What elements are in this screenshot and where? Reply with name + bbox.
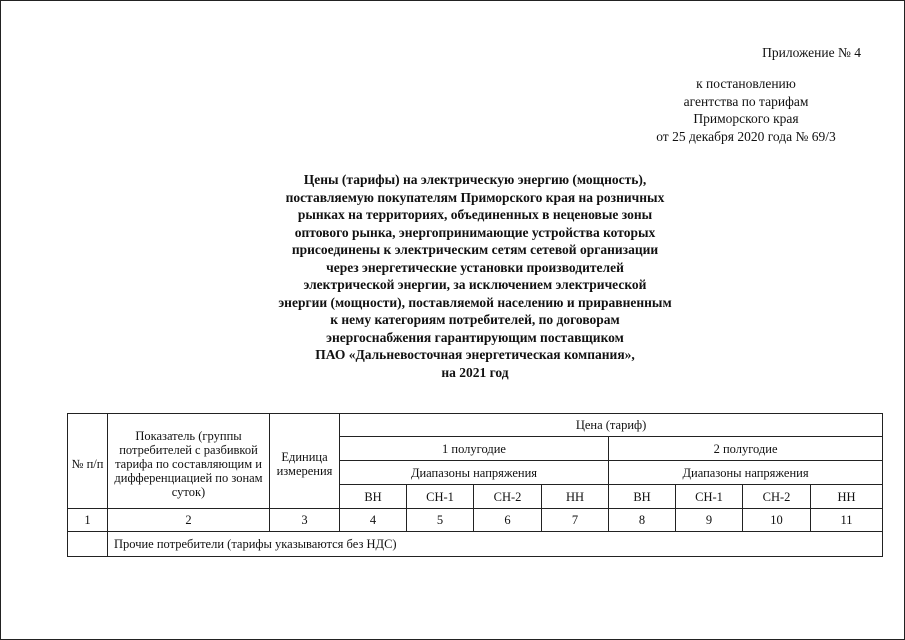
appendix-ref-line: к постановлению xyxy=(696,76,796,91)
column-number-cell: 1 xyxy=(68,509,108,532)
title-line: электрической энергии, за исключением электрической xyxy=(303,277,647,292)
header-half1: 1 полугодие xyxy=(340,437,609,461)
appendix-block xyxy=(561,44,861,144)
voltage-level-cell: СН-2 xyxy=(743,485,811,509)
title-line: оптового рынка, энергопринимающие устройства которых xyxy=(294,224,656,240)
header-no: № п/п xyxy=(68,414,108,509)
voltage-level-cell: НН xyxy=(542,485,609,509)
title-line: энергии (мощности), поставляемой населению и приравненным xyxy=(278,294,672,310)
voltage-level-cell: ВН xyxy=(340,485,407,509)
title-line: поставляемую покупателям Приморского края на розничных xyxy=(285,189,665,205)
column-number-cell: 8 xyxy=(609,509,676,532)
title-line: Цены (тарифы) на электрическую энергию (мощность), xyxy=(303,172,647,187)
group-row xyxy=(68,532,883,557)
group-row-no xyxy=(68,532,108,557)
appendix-reference xyxy=(631,75,861,145)
column-number-row xyxy=(68,509,883,532)
header-row xyxy=(68,414,883,437)
voltage-level-cell: ВН xyxy=(609,485,676,509)
title-line: на 2021 год xyxy=(441,364,509,380)
header-voltage-ranges: Диапазоны напряжения xyxy=(340,461,609,485)
voltage-level-cell: СН-2 xyxy=(474,485,542,509)
appendix-ref-line: от 25 декабря 2020 года № 69/3 xyxy=(656,128,836,144)
voltage-level-cell: СН-1 xyxy=(676,485,743,509)
header-price: Цена (тариф) xyxy=(340,414,883,437)
title-line: через энергетические установки производителей xyxy=(326,259,624,275)
appendix-ref-line: агентства по тарифам xyxy=(683,93,809,109)
tariff-table xyxy=(67,413,883,557)
appendix-title: Приложение № 4 xyxy=(762,45,861,60)
column-number-cell: 3 xyxy=(270,509,340,532)
title-line: энергоснабжения гарантирующим поставщиком xyxy=(326,329,624,345)
appendix-ref-line: Приморского края xyxy=(693,111,799,126)
title-line: рынках на территориях, объединенных в неценовые зоны xyxy=(297,207,653,222)
voltage-level-cell: НН xyxy=(811,485,883,509)
voltage-level-cell: СН-1 xyxy=(407,485,474,509)
column-number-cell: 5 xyxy=(407,509,474,532)
column-number-cell: 6 xyxy=(474,509,542,532)
document-title xyxy=(190,171,760,381)
column-number-cell: 9 xyxy=(676,509,743,532)
column-number-cell: 2 xyxy=(108,509,270,532)
title-line: к нему категориям потребителей, по договорам xyxy=(330,312,620,327)
header-voltage-ranges: Диапазоны напряжения xyxy=(609,461,883,485)
group-row-label: Прочие потребители (тарифы указываются без НДС) xyxy=(108,532,883,557)
title-line: присоединены к электрическим сетям сетевой организации xyxy=(291,242,659,257)
column-number-cell: 4 xyxy=(340,509,407,532)
header-indicator: Показатель (группы потребителей с разбивкой тарифа по составляющим и дифференциацией по зонам суток) xyxy=(108,414,270,509)
header-unit: Единица измерения xyxy=(270,414,340,509)
column-number-cell: 11 xyxy=(811,509,883,532)
column-number-cell: 10 xyxy=(743,509,811,532)
column-number-cell: 7 xyxy=(542,509,609,532)
header-half2: 2 полугодие xyxy=(609,437,883,461)
title-line: ПАО «Дальневосточная энергетическая компания», xyxy=(315,347,635,362)
